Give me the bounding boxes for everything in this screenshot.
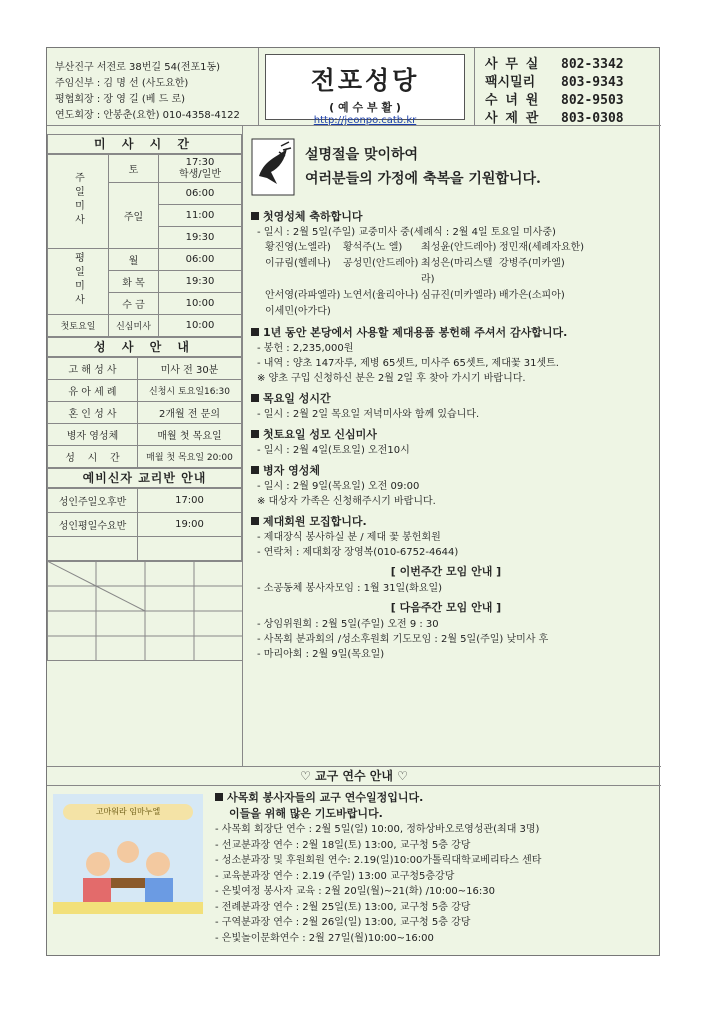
- greeting: [251, 136, 661, 198]
- website-link[interactable]: http://jeonpo.catb.kr: [313, 115, 417, 126]
- catechumen-table: 성인주일오후반 17:00 성인평일수요반 19:00: [47, 488, 242, 561]
- training-line: - 전례분과장 연수 : 2월 25일(토) 13:00, 교구청 5층 강당: [215, 901, 471, 913]
- left-column: [47, 126, 243, 766]
- diocese-training: 사목회 봉사자들의 교구 연수일정입니다. 이들을 위해 많은 기도바랍니다. - 사목회 회장단 연수 : 2월 5일(일) 10:00, 정하상바오로영성관(최대 3명) - 선교분과장 연수 : 2월 18일(토) 13:00, 교구청 5층 강당 - 성소분과장 및 후원회원 연수: 2.19(일)10:00가톨릭대학교베리타스 센타 - 교육분과장 연수 : 2.19 (주일) 13:00 교구청5층강당 - 은빛여정 봉사자 교육 : 2월 20일(월)~21(화) /10:00~16:30 - 전례분과장 연수 : 2월 25일(토) 13:00, 교구청 5층 강당 - 구역분과장 연수 : 2월 26일(일) 13:00, 교구청 5층 강당 - 은빛놀이문화연수 : 2월 27일(월)10:00~16:00: [215, 790, 655, 946]
- square-bullet-icon: [251, 394, 259, 402]
- catechumen-title: 예비신자 교리반 안내: [47, 468, 242, 488]
- training-line: - 은빛여정 봉사자 교육 : 2월 20일(월)~21(화) /10:00~16:30: [215, 886, 495, 897]
- training-line: - 선교분과장 연수 : 2월 18일(토) 13:00, 교구청 5층 강당: [215, 839, 471, 851]
- training-line: - 은빛놀이문화연수 : 2월 27일(월)10:00~16:00: [215, 932, 434, 944]
- square-bullet-icon: [251, 430, 259, 438]
- notice-first-communion: 첫영성체 축하합니다 - 일시 : 2월 5일(주일) 교중미사 중(세례식 : 2월 4일 토요일 미사중) 황진영(노엘라) 황석주(노 엘) 최성윤(안드레아) 정민재(세례자요한) 이규림(헬레나) 공성민(안드레아) 최성은(마리스텔라) 강병주(미카엘) 안서영(라파엘라) 노연서(율리아나) 심규진(미카엘라) 배가은(소피아) 이세민(아가다): [251, 208, 661, 320]
- training-line: - 구역분과장 연수 : 2월 26일(일) 13:00, 교구청 5층 강당: [215, 917, 471, 928]
- training-line: - 교육분과장 연수 : 2.19 (주일) 13:00 교구청5층강당: [215, 870, 455, 882]
- header-logo: [259, 48, 474, 126]
- motto: ( 예 수 부 활 ): [329, 101, 401, 114]
- address: 부산진구 서전로 38번길 54(전포1동): [55, 62, 221, 73]
- empty-grid: [47, 561, 243, 661]
- this-week-meetings-title: [ 이번주간 모임 안내 ]: [390, 565, 502, 578]
- diocese-title: ♡ 교구 연수 안내 ♡: [47, 766, 661, 786]
- mass-title: 미 사 시 간: [47, 134, 242, 154]
- notice-altar-offering: 1년 동안 본당에서 사용할 제대용품 봉헌해 주셔서 감사합니다. - 봉헌 : 2,235,000원 - 내역 : 양초 147자루, 제병 65셋트, 미사주 65셋트, 제대꽃 31셋트. ※ 양초 구입 신청하신 분은 2월 2일 후 찾아 가시기 바랍니다.: [251, 324, 661, 386]
- mass-table: 주일미사 토 17:30 학생/일반 주일 06:00 11:00 19:30 평일미사 월 06:00 화 목 19:30 수 금 10:00 첫토요일 신심미사 10:00: [47, 154, 242, 337]
- square-bullet-icon: [251, 212, 259, 220]
- greeting-line2: 여러분들의 가정에 축복을 기원합니다.: [305, 171, 541, 187]
- notice-sick-communion: 병자 영성체 - 일시 : 2월 9일(목요일) 오전 09:00 ※ 대상자 가족은 신청해주시기 바랍니다.: [251, 462, 661, 509]
- square-bullet-icon: [251, 517, 259, 525]
- council-president: 평협회장 : 장 영 길 (베 드 로): [55, 94, 186, 105]
- sacrament-table: 고 해 성 사 미사 전 30분 유 아 세 례 신청시 토요일16:30 혼 인 성 사 2개월 전 문의 병자 영성체 매월 첫 목요일 성 시 간 매월 첫 목요일 20:00: [47, 357, 242, 468]
- logo-box: [265, 54, 465, 126]
- communicant-names: 황진영(노엘라) 황석주(노 엘) 최성윤(안드레아) 정민재(세례자요한) 이규림(헬레나) 공성민(안드레아) 최성은(마리스텔라) 강병주(미카엘) 안서영(라파엘라) 노연서(율리아나) 심규진(미카엘라) 배가은(소피아) 이세민(아가다): [265, 242, 585, 317]
- notice-first-saturday: 첫토요일 성모 신심미사 - 일시 : 2월 4일(토요일) 오전10시: [251, 426, 661, 458]
- pastor: 주임신부 : 김 명 선 (사도요한): [55, 78, 189, 89]
- bulletin-frame: [46, 47, 660, 956]
- prayer-image: [53, 794, 203, 914]
- greeting-line1: 설명절을 맞이하여: [305, 147, 419, 163]
- square-bullet-icon: [251, 328, 259, 336]
- header-info: [47, 48, 259, 126]
- dove-icon: [251, 138, 295, 196]
- sacrament-title: 성 사 안 내: [47, 337, 242, 357]
- contact: 연도회장 : 안봉춘(요한) 010-4358-4122: [55, 110, 240, 121]
- phone-row: 팩시밀리 803-9343: [485, 75, 624, 90]
- right-column: 설명절을 맞이하여 여러분들의 가정에 축복을 기원합니다. 첫영성체 축하합니다 - 일시 : 2월 5일(주일) 교중미사 중(세례식 : 2월 4일 토요일 미사중) 황진영(노엘라) 황석주(노 엘) 최성윤(안드레아) 정민재(세례자요한) 이규림(헬레나) 공성민(안드레아) 최성은(마리스텔라) 강병주(미카엘) 안서영(라파엘라) 노연서(율리아나) 심규진(미카엘라) 배가은(소피아) 이세민(아가다) 1년 동안 본당에서 사용할 제대용품 봉헌해 주셔서 감사합니다. - 봉헌 : 2,235,000원 - 내역 : 양초 147자루, 제병 65셋트, 미사주 65셋트, 제대꽃 31셋트. ※ 양초 구입 신청하신 분은 2월 2일 후 찾아 가시기 바랍니다. 목요일 성시간 - 일시 : 2월 2일 목요일 저녁미사와 함께 있습니다. 첫토요일 성모 신심미사 - 일시 : 2월 4일(토요일) 오전10시 병자 영성체 - 일시 : 2월 9일(목요일) 오전 09:00 ※ 대상자 가족은 신청해주시기 바랍니다. 제대회원 모집합니다. - 제대장식 봉사하실 분 / 제대 꽃 봉헌회원 - 연락처 : 제대회장 장영복(010-6752-4644) [ 이번주간 모임 안내 ] - 소공동체 봉사자모임 : 1월 31일(화요일) [ 다음주간 모임 안내 ] - 상임위원회 : 2월 5일(주일) 오전 9 : 30 - 사목회 분과회의 /성소후원회 기도모임 : 2월 5일(주일) 낮미사 후 - 마리아회 : 2월 9일(목요일): [243, 126, 661, 766]
- notice-altar-members: 제대회원 모집합니다. - 제대장식 봉사하실 분 / 제대 꽃 봉헌회원 - 연락처 : 제대회장 장영복(010-6752-4644): [251, 513, 661, 560]
- image-caption: 고마워라 임마누엘: [95, 807, 161, 816]
- next-week-meetings-title: [ 다음주간 모임 안내 ]: [390, 601, 502, 614]
- square-bullet-icon: [215, 793, 223, 801]
- phone-row: 사 무 실 802-3342: [485, 57, 624, 72]
- phone-row: 수 녀 원 802-9503: [485, 93, 624, 108]
- square-bullet-icon: [251, 466, 259, 474]
- header-phones: [474, 48, 661, 126]
- notice-holy-hour: 목요일 성시간 - 일시 : 2월 2일 목요일 저녁미사와 함께 있습니다.: [251, 390, 661, 422]
- phone-row: 사 제 관 803-0308: [485, 111, 624, 126]
- training-line: - 사목회 회장단 연수 : 2월 5일(일) 10:00, 정하상바오로영성관(최대 3명): [215, 824, 540, 835]
- church-name: 전포성당: [310, 66, 420, 95]
- training-line: - 성소분과장 및 후원회원 연수: 2.19(일)10:00가톨릭대학교베리타스 센타: [215, 855, 542, 866]
